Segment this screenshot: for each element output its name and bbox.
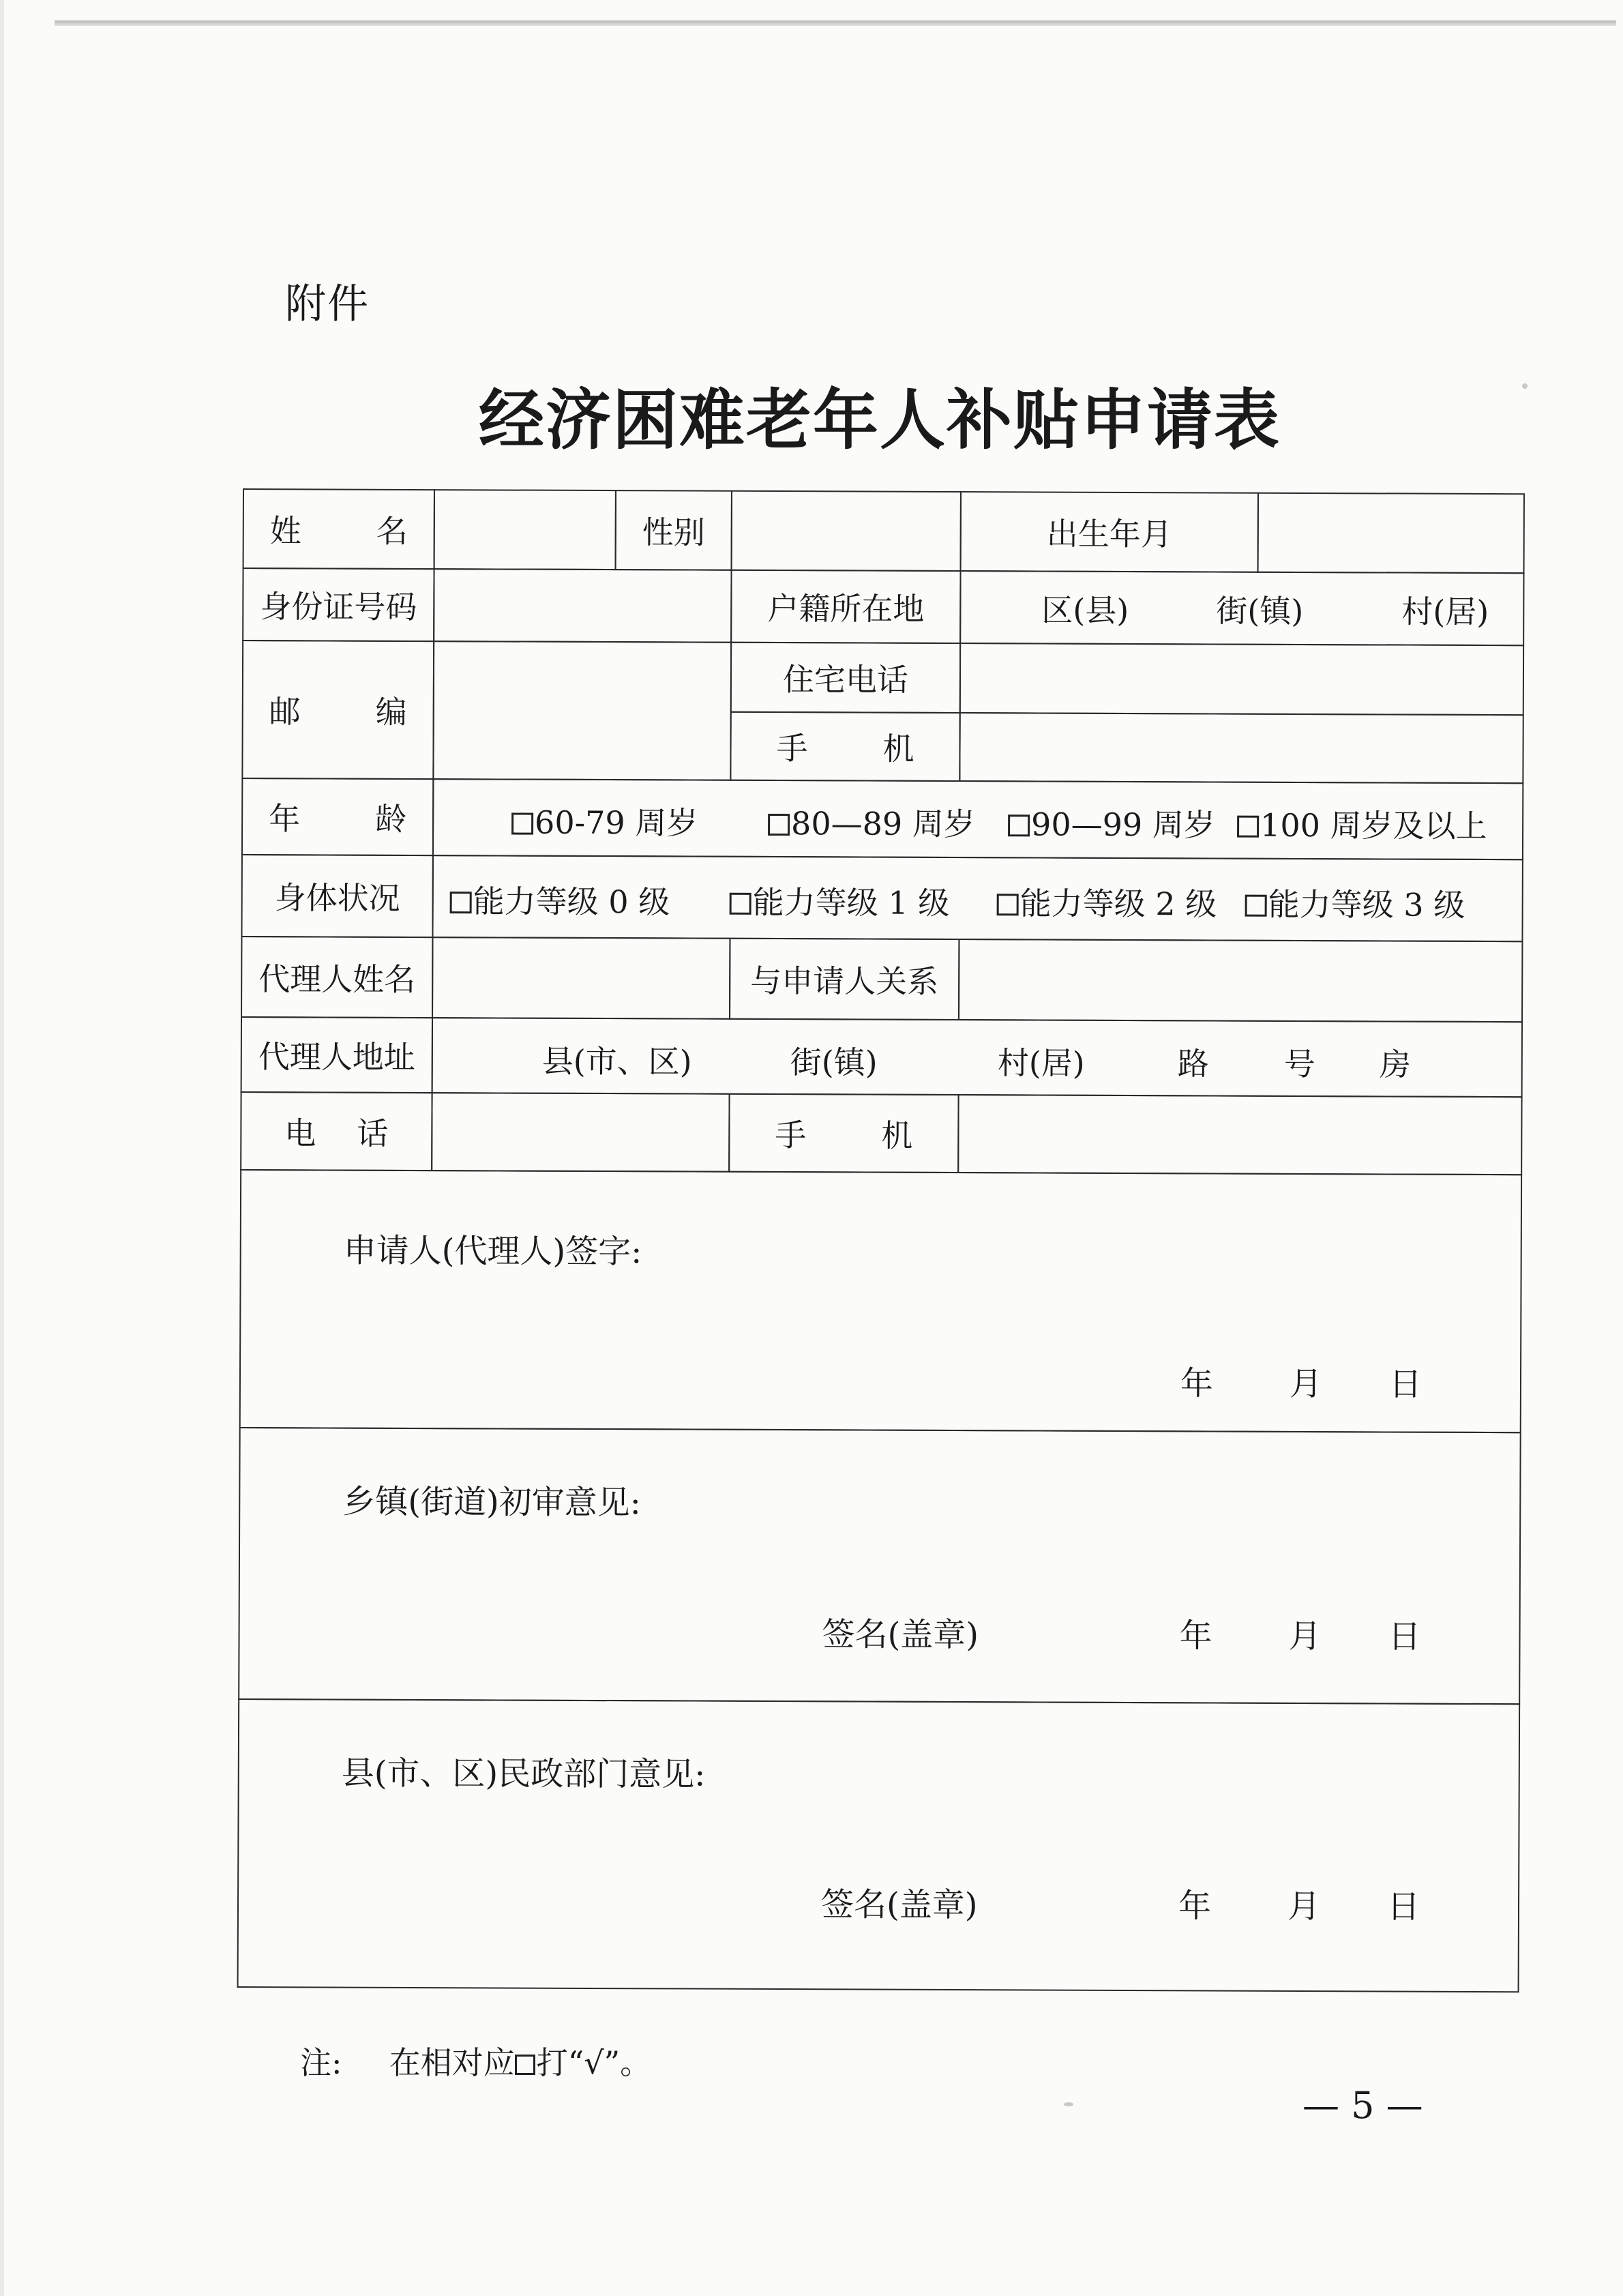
date-day: 日 [1388,1617,1421,1656]
checkbox-icon[interactable] [1237,816,1259,838]
address-street: 街(镇) [790,1044,878,1081]
mobile2-label: 手 机 [728,1093,959,1173]
mobile-field[interactable] [959,712,1523,784]
address-road: 路 [1177,1045,1209,1083]
footnote [300,2038,651,2083]
date-year: 年 [1180,1364,1214,1403]
note-text-b: 打“√”。 [536,2044,652,2081]
checkbox-icon[interactable] [997,894,1019,915]
health-option-level-1[interactable]: 能力等级 1 级 [730,878,950,924]
checkbox-icon[interactable] [511,813,533,835]
note-text-a: 在相对应 [389,2044,515,2081]
town-review-section[interactable] [238,1427,1521,1705]
application-form [237,488,1525,2006]
checkbox-icon[interactable] [768,814,790,836]
scan-edge-left [0,0,4,2296]
id-number-label: 身份证号码 [242,568,434,642]
applicant-sign-label: 申请人(代理人)签字: [343,1231,642,1271]
postcode-label: 邮 编 [241,640,434,780]
birth-field[interactable] [1257,492,1525,574]
date-month: 月 [1289,1364,1323,1404]
agent-name-field[interactable] [432,937,730,1020]
age-option-80-89[interactable]: 80—89 周岁 [768,799,975,844]
scan-edge [55,20,1616,26]
note-prefix: 注: [300,2044,342,2081]
date-month: 月 [1288,1617,1322,1656]
id-number-field[interactable] [433,568,732,643]
checkbox-icon [515,2055,535,2075]
attachment-label: 附件 [285,280,370,328]
health-option-level-0[interactable]: 能力等级 0 级 [450,877,670,922]
town-sign-seal: 签名(盖章) [822,1615,979,1655]
county-sign-seal: 签名(盖章) [820,1885,978,1925]
birth-label: 出生年月 [960,491,1259,573]
address-room: 房 [1379,1046,1411,1083]
address-village: 村(居) [997,1044,1085,1082]
county-review-section[interactable] [237,1698,1521,1992]
phone-label: 电 话 [240,1091,432,1171]
checkbox-icon[interactable] [1008,814,1030,836]
scan-speck [1522,383,1528,389]
mobile-label: 手 机 [730,711,960,782]
checkbox-icon[interactable] [730,893,751,915]
date-month: 月 [1287,1887,1321,1926]
county-review-label: 县(市、区)民政部门意见: [341,1754,706,1794]
gender-field[interactable] [731,490,962,572]
residence-label: 户籍所在地 [730,570,961,644]
residence-village: 村(居) [1401,593,1489,631]
scan-speck [1064,2102,1073,2106]
health-option-level-2[interactable]: 能力等级 2 级 [997,879,1217,924]
residence-district: 区(县) [1041,591,1129,629]
checkbox-icon[interactable] [1245,895,1267,917]
relation-field[interactable] [958,939,1523,1022]
page-title: 经济困难老年人补贴申请表 [479,381,1281,458]
date-year: 年 [1179,1617,1212,1655]
date-day: 日 [1388,1365,1423,1404]
age-option-60-79[interactable]: 60-79 周岁 [511,798,698,844]
age-option-90-99[interactable]: 90—99 周岁 [1008,799,1215,845]
age-label: 年 龄 [241,778,434,856]
name-field[interactable] [434,489,616,570]
relation-label: 与申请人关系 [729,938,959,1020]
home-phone-field[interactable] [959,643,1524,716]
page-number: — 5 — [1302,2084,1423,2127]
postcode-field[interactable] [432,641,732,781]
gender-label: 性别 [615,490,732,571]
home-phone-label: 住宅电话 [730,642,961,713]
town-review-label: 乡镇(街道)初审意见: [342,1482,642,1522]
date-year: 年 [1178,1887,1212,1926]
mobile2-field[interactable] [957,1094,1522,1175]
address-county: 县(市、区) [541,1042,692,1080]
checkbox-icon[interactable] [450,892,472,913]
health-option-level-3[interactable]: 能力等级 3 级 [1245,880,1465,926]
residence-street: 街(镇) [1216,592,1304,630]
applicant-sign-section[interactable] [239,1169,1522,1433]
date-day: 日 [1386,1887,1420,1926]
name-label: 姓 名 [243,488,435,570]
address-number: 号 [1283,1045,1315,1083]
agent-address-label: 代理人地址 [241,1016,433,1093]
phone-field[interactable] [431,1092,730,1173]
health-label: 身体状况 [241,854,433,938]
agent-name-label: 代理人姓名 [241,936,433,1018]
age-option-100-plus[interactable]: 100 周岁及以上 [1237,801,1487,847]
